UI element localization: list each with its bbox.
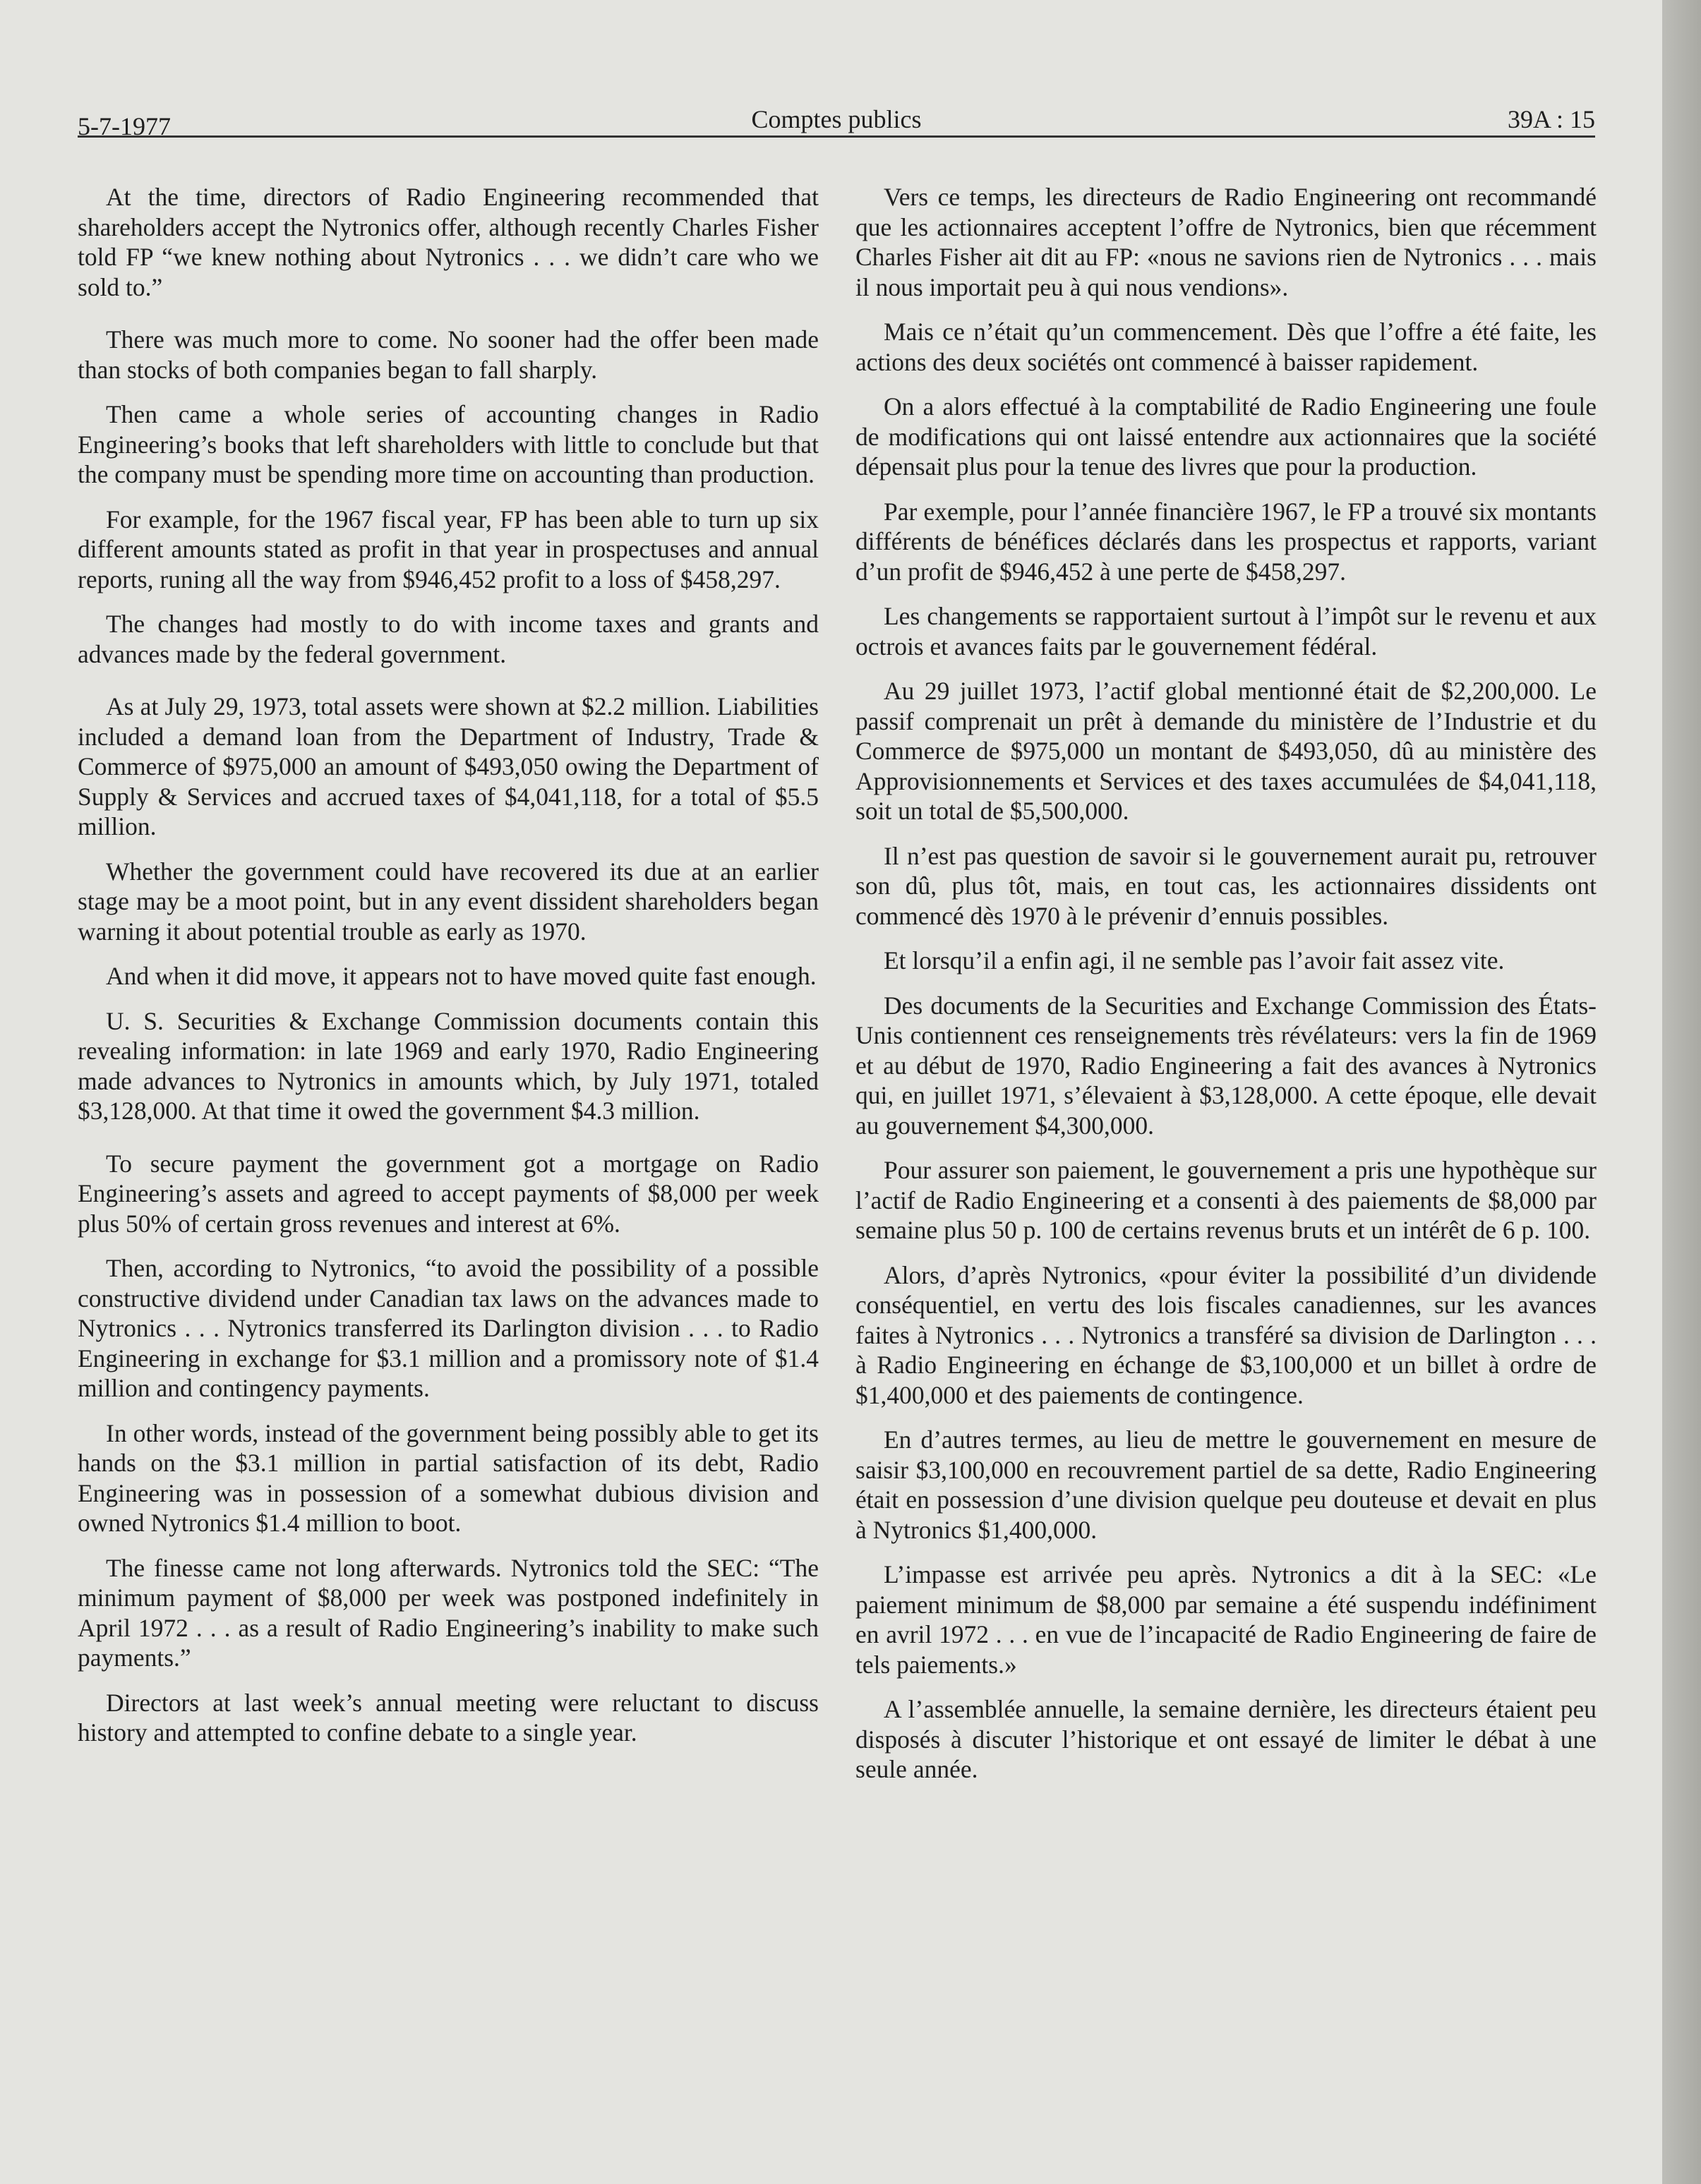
header-title: Comptes publics [751, 105, 922, 133]
paragraph: And when it did move, it appears not to have moved quite fast enough. [106, 962, 817, 990]
header-page-number: 39A : 15 [1507, 105, 1595, 133]
paragraph: Directors at last week’s annual meeting were reluctant to discuss history and attempted to confine debate to a single year. [78, 1688, 819, 1746]
paragraph: The changes had mostly to do with income taxes and grants and advances made by the federal government. [78, 610, 819, 668]
paragraph: To secure payment the government got a mortgage on Radio Engineering’s assets and agreed to accept payments of $8,000 per week plus 50% of certain gross revenues and interest at 6%. [78, 1149, 819, 1238]
paragraph: Il n’est pas question de savoir si le gouvernement aurait pu, retrouver son dû, plus tôt, mais, en tout cas, les actionnaires dissidents ont commencé dès 1970 à le prévenir d’ennuis possibles. [855, 841, 1597, 930]
paragraph: Mais ce n’était qu’un commencement. Dès que l’offre a été faite, les actions des deux sociétés ont commencé à baisser rapidement. [855, 318, 1597, 376]
paragraph: Pour assurer son paiement, le gouvernement a pris une hypothèque sur l’actif de Radio Engineering et a consenti à des paiements de $8,000 par semaine plus 50 p. 100 de certains revenus bruts et un intérêt de 6 p. 100. [855, 1156, 1597, 1244]
paragraph: As at July 29, 1973, total assets were shown at $2.2 million. Liabilities included a demand loan from the Department of Industry, Trade & Commerce of $975,000 an amount of $493,050 owing the Department of Supply & Services and accrued taxes of $4,041,118, for a total of $5.5 million. [78, 692, 819, 840]
french-column [855, 182, 1597, 1799]
paragraph: Whether the government could have recovered its due at an earlier stage may be a moot point, but in any event dissident shareholders began warning it about potential trouble as early as 1970. [78, 857, 819, 946]
paragraph: Vers ce temps, les directeurs de Radio Engineering ont recommandé que les actionnaires acceptent l’offre de Nytronics, bien que récemment Charles Fisher ait dit au FP: «nous ne savions rien de Nytronics . . . mais il nous importait peu à qui nous vendions». [855, 183, 1597, 301]
paragraph: At the time, directors of Radio Engineering recommended that shareholders accept the Nytronics offer, although recently Charles Fisher told FP “we knew nothing about Nytronics . . . we didn’t care who we sold to.” [78, 183, 819, 301]
paragraph: L’impasse est arrivée peu après. Nytronics a dit à la SEC: «Le paiement minimum de $8,000 par semaine a été suspendu indéfiniment en avril 1972 . . . en vue de l’incapacité de Radio Engineering de faire de tels paiements.» [855, 1560, 1597, 1679]
paragraph: For example, for the 1967 fiscal year, FP has been able to turn up six different amounts stated as profit in that year in prospectuses and annual reports, runing all the way from $946,452 profit to a loss of $458,297. [78, 505, 819, 593]
paragraph: The finesse came not long afterwards. Nytronics told the SEC: “The minimum payment of $8,000 per week was postponed indefinitely in April 1972 . . . as a result of Radio Engineering’s inability to make such payments.” [78, 1553, 819, 1672]
paragraph: Alors, d’après Nytronics, «pour éviter la possibilité d’un dividende conséquentiel, en vertu des lois fiscales canadiennes, sur les avances faites à Nytronics . . . Nytronics a transféré sa division de Darlington . . . à Radio Engineering en échange de $3,100,000 et un billet à ordre de $1,400,000 et des paiements de contingence. [855, 1260, 1597, 1409]
paragraph: Then came a whole series of accounting changes in Radio Engineering’s books that left shareholders with little to conclude but that the company must be spending more time on accounting than production. [78, 400, 819, 488]
paragraph: In other words, instead of the government being possibly able to get its hands on the $3.1 million in partial satisfaction of its debt, Radio Engineering was in possession of a somewhat dubious division and owned Nytronics $1.4 million to boot. [78, 1418, 819, 1537]
paragraph: Then, according to Nytronics, “to avoid the possibility of a possible constructive dividend under Canadian tax laws on the advances made to Nytronics . . . Nytronics transferred its Darlington division . . . to Radio Engineering in exchange for $3.1 million and a promissory note of $1.4 million and contingency payments. [78, 1254, 819, 1402]
paragraph: A l’assemblée annuelle, la semaine dernière, les directeurs étaient peu disposés à discuter l’historique et ont essayé de limiter le débat à une seule année. [855, 1695, 1597, 1783]
paragraph: Au 29 juillet 1973, l’actif global mentionné était de $2,200,000. Le passif comprenait un prêt à demande du ministère de l’Industrie et du Commerce de $975,000 un montant de $493,050, dû au ministère des Approvisionnements et Services et des taxes accumulées de $4,041,118, soit un total de $5,500,000. [855, 677, 1597, 825]
paragraph: Des documents de la Securities and Exchange Commission des États-Unis contiennent ces renseignements très révélateurs: vers la fin de 1969 et au début de 1970, Radio Engineering a fait des avances à Nytronics qui, en juillet 1971, s’élevaient à $3,128,000. A cette époque, elle devait au gouvernement $4,300,000. [855, 991, 1597, 1140]
header-date: 5-7-1977 [78, 112, 171, 140]
paragraph: Et lorsqu’il a enfin agi, il ne semble pas l’avoir fait assez vite. [884, 946, 1505, 975]
paragraph: On a alors effectué à la comptabilité de Radio Engineering une foule de modifications qui ont laissé entendre aux actionnaires que la société dépensait plus pour la tenue des livres que pour la production. [855, 392, 1597, 481]
paragraph: Les changements se rapportaient surtout à l’impôt sur le revenu et aux octrois et avances faits par le gouvernement fédéral. [855, 602, 1597, 660]
english-column [78, 182, 819, 1763]
paragraph: U. S. Securities & Exchange Commission documents contain this revealing information: in late 1969 and early 1970, Radio Engineering made advances to Nytronics in amounts which, by July 1971, totaled $3,128,000. At that time it owed the government $4.3 million. [78, 1006, 819, 1125]
paragraph: There was much more to come. No sooner had the offer been made than stocks of both companies began to fall sharply. [78, 325, 819, 384]
book-spine-edge [1662, 0, 1701, 2184]
paragraph: Par exemple, pour l’année financière 1967, le FP a trouvé six montants différents de bénéfices déclarés dans les prospectus et rapports, variant d’un profit de $946,452 à une perte de $458,297. [855, 497, 1597, 586]
header-rule [78, 135, 1595, 138]
paragraph: En d’autres termes, au lieu de mettre le gouvernement en mesure de saisir $3,100,000 en recouvrement partiel de sa dette, Radio Engineering était en possession d’une division quelque peu douteuse et devait en plus à Nytronics $1,400,000. [855, 1425, 1597, 1544]
page-header [78, 104, 1595, 140]
